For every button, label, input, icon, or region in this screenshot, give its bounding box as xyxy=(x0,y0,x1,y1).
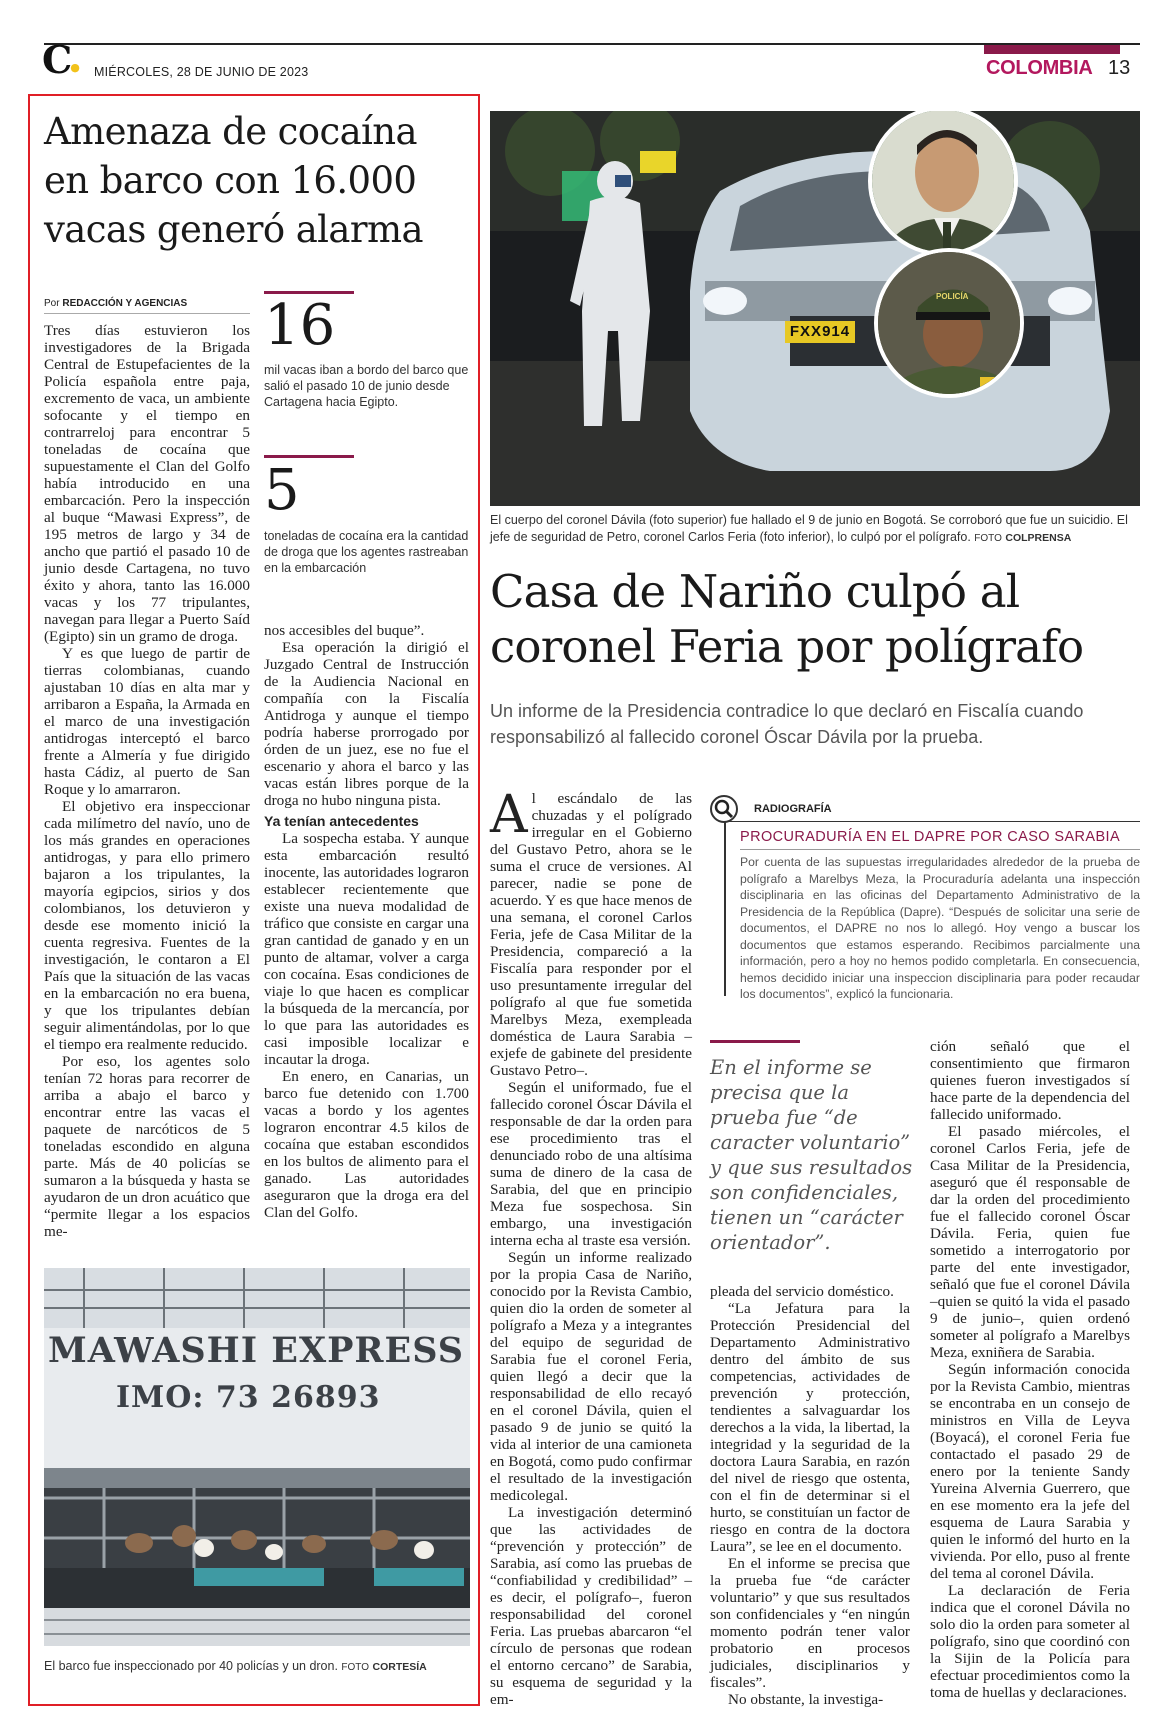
crime-photo-caption xyxy=(490,512,1140,547)
ship-illustration xyxy=(44,1268,470,1646)
box-text: Por cuenta de las supuestas irregularidades alrededor de la prueba de polígrafo a Marelbys Meza, la Procuraduría adelanta una inspección disciplinaria en las oficinas del Departamento Administrativo de la Presidencia de la República (Dapre). “Después de solicitar una serie de documentos, el DAPRE no nos lo allegó. Hoy vengo a buscar los documentos que estamos esperando. Recibimos parcialmente una información, pero a hoy no hemos podido completarla. En consecuencia, hemos decidido iniciar una inspeccion disciplinaria para poder recaudar los documentos”, explicó la funcionaria. xyxy=(740,855,1140,1001)
section-name: COLOMBIA xyxy=(986,57,1093,79)
portrait-feria xyxy=(874,248,1024,398)
box-top-rule xyxy=(724,821,1140,822)
paragraph: Tres días estuvieron los investigadores de la Brigada Central de Estupefacientes de la Policía española entre paja, excremento de vaca, un ambiente sofocante y el tiempo en contrarreloj para encontrar 5 toneladas de cocaína que supuestamente el Clan del Golfo había introducido en una embarcación. Pero la inspección al buque “Mawasi Express”, de 195 metros de largo y 34 de ancho que partió el pasado 10 de junio desde Cartagena, no tuvo éxito y ahora, tanto las 16.000 vacas y los 77 tripulantes, navegan para llegar a Puerto Saíd (Egipto) sin un gramo de droga. xyxy=(44,322,250,645)
ship-photo xyxy=(44,1268,470,1646)
logo-dot: ● xyxy=(70,61,80,74)
crime-scene-illustration xyxy=(490,111,1140,506)
drop-cap: A xyxy=(490,785,528,845)
crime-scene-photo xyxy=(490,111,1140,506)
paragraph: La investigación determinó que las actividades de “prevención y protección” de Sarabia, así como las pruebas de “confiabilidad y credibilidad” –es decir, el polígrafo–, fueron responsabilidad del coronel Feria. Las pruebas abarcaron “el círculo de personas que rodean el entorno cercano” de Sarabia, su esquema de seguridad y la em- xyxy=(490,1504,692,1708)
radiografia-box xyxy=(710,795,1140,1003)
box-frame xyxy=(724,821,726,996)
ship-imo: IMO: 73 26893 xyxy=(116,1380,381,1415)
stat-text: toneladas de cocaína era la cantidad de droga que los agentes rastreaban en la embarcación xyxy=(264,529,469,575)
paragraph: Esa operación la dirigió el Juzgado Central de Instrucción de la Audiencia Nacional en compañía con la Fiscalía Antidroga y aunque el tiempo podría haberse prorrogado por órden de un juez, ese no fue el escenario y ahora el barco y las vacas están libres porque de la droga no hubo ninguna pista. xyxy=(264,639,469,809)
feria-title: Casa de Nariño culpó al coronel Feria por polígrafo xyxy=(490,565,1084,673)
portrait-davila xyxy=(868,111,1018,256)
feria-lead: Un informe de la Presidencia contradice lo que declaró en Fiscalía cuando responsabilizó al fallecido coronel Óscar Dávila por la prueba. xyxy=(490,701,1084,747)
caption-credit: COLPRENSA xyxy=(1005,532,1072,544)
paragraph: Por eso, los agentes solo tenían 72 horas para recorrer de arriba a abajo el barco y encontrar entre las vacas el paquete de narcóticos de 5 toneladas escondido en alguna parte. Más de 40 policías se sumaron a la búsqueda y hasta se ayudaron de un dron acuático que “permite llegar a los espacios me- xyxy=(44,1053,250,1240)
feria-col2 xyxy=(710,1283,910,1708)
byline-prefix: Por xyxy=(44,298,60,309)
paragraph: ción señaló que el consentimiento que firmaron quienes fueron investigados sí hace parte de la dependencia del fallecido uniformado. xyxy=(930,1038,1130,1123)
ship-name: MAWASHI EXPRESS xyxy=(48,1330,464,1371)
byline-author: REDACCIÓN Y AGENCIAS xyxy=(62,298,188,309)
paragraph: Según información conocida por la Revista Cambio, mientras se encontraba en un consejo de ministros en Villa de Leyva (Boyacá), el coronel Feria fue contactado el pasado 29 de enero por la teniente Sandy Yureina Alvernia Guerrero, que en ese momento era la jefe del esquema de Laura Sarabia y quien le informó del hurto en la vivienda. Por ello, puso al frente del tema al coronel Dávila. xyxy=(930,1361,1130,1582)
stat-text: mil vacas iban a bordo del barco que salió el pasado 10 de junio desde Cartagena hacia Egipto. xyxy=(264,363,469,409)
stat-16 xyxy=(264,291,469,410)
paragraph: nos accesibles del buque”. xyxy=(264,622,425,639)
cocaine-col2 xyxy=(264,622,469,1221)
magnifier-icon xyxy=(710,795,738,823)
caption-text: El cuerpo del coronel Dávila (foto superior) fue hallado el 9 de junio en Bogotá. Se corroboró que fue un suicidio. El jefe de seguridad de Petro, coronel Carlos Feria (foto inferior), lo culpó por el polígrafo. xyxy=(490,513,1128,544)
paragraph: La sospecha estaba. Y aunque esta embarcación resultó inocente, las autoridades lograron establecer recientemente que existe una nueva modalidad de tráfico que consiste en cargar una gran cantidad de ganado y en un punto de altamar, volver a carga con cocaína. Esas condiciones de viaje lo que hacen es complicar la búsqueda de la mercancía, por lo que para las autoridades es casi imposible localizar e incautar la droga. xyxy=(264,830,469,1068)
subheading: Ya tenían antecedentes xyxy=(264,813,419,829)
paragraph: La declaración de Feria indica que el coronel Dávila no solo dio la orden para someter al polígrafo, sino que coordinó con la Sijin de la Policía para efectuar procedimientos como la toma de huellas y declaraciones. xyxy=(930,1582,1130,1701)
feria-col3 xyxy=(930,1038,1130,1701)
paragraph: Y es que luego de partir de tierras colombianas, cuando ajustaban 10 días en alta mar y arribaron a España, la Armada en el marco de una investigación antidrogas interceptó el barco frente a Almería y fue dirigido hasta Cádiz, al puerto de San Roque y lo amarraron. xyxy=(44,645,250,798)
paragraph: No obstante, la investiga- xyxy=(728,1691,884,1708)
pull-quote xyxy=(710,1040,918,1255)
section-tag-bar xyxy=(984,45,1120,54)
cap-label: POLICÍA xyxy=(936,292,969,301)
box-title-rule xyxy=(740,849,1140,850)
header-date: MIÉRCOLES, 28 DE JUNIO DE 2023 xyxy=(94,65,309,79)
byline-rule xyxy=(44,313,250,314)
section-tag xyxy=(980,45,1140,81)
caption-credit: CORTESÍA xyxy=(372,1661,427,1673)
paragraph: En enero, en Canarias, un barco fue detenido con 1.700 vacas a bordo y los agentes lograron encontrar 4.5 kilos de cocaína que estaban escondidos en los bultos de alimento para el ganado. Las autoridades aseguraron que la droga era del Clan del Golfo. xyxy=(264,1068,469,1221)
header-rule xyxy=(44,43,1140,45)
magnifier-glyph xyxy=(712,797,736,821)
logo xyxy=(42,37,82,82)
feria-col1 xyxy=(490,785,692,1708)
paragraph xyxy=(490,785,692,1079)
paragraph-text: l escándalo de las chuzadas y el polígrado irregular en el Gobierno del Gustavo Petro, ahora se le suma el cruce de versiones. Al parecer, nadie se pone de acuerdo. Y es que hace menos de una semana, el coronel Carlos Feria, jefe de Casa Militar de la Presidencia, compareció a la Fiscalía para responder por el uso presuntamente irregular del polígrafo al que fue sometida Marelbys Meza, exempleada doméstica de Laura Sarabia –exjefe de gabinete del presidente Gustavo Petro–. xyxy=(490,790,692,1079)
paragraph: Según un informe realizado por la propia Casa de Nariño, conocido por la Revista Cambio, quien dio la orden de someter al polígrafo a Meza y a integrantes del equipo de seguridad de Sarabia fue el coronel Feria, quien llegó a decir que la responsabilidad de ello recayó en el coronel Dávila, quien el pasado 9 de junio se quitó la vida al interior de una camioneta en Bogotá, como pudo confirmar el resultado de la investigación medicolegal. xyxy=(490,1249,692,1504)
ship-photo-caption xyxy=(44,1658,474,1676)
stat-number: 5 xyxy=(264,458,300,523)
caption-foto: FOTO xyxy=(974,533,1002,544)
paragraph: En el informe se precisa que la prueba fue “de carácter voluntario” y que sus resultados son confidenciales y “en ningún momento podrán tener valor probatorio en procesos judiciales, disciplinarios y fiscales”. xyxy=(710,1555,910,1691)
paragraph: El objetivo era inspeccionar cada milímetro del navío, uno de los más grandes en operaciones antidrogas, y para ello primero bajaron a los tripulantes, la mayoría egipcios, sirios y dos colombianos, los detuvieron y desde ese momento inició la cuenta regresiva. Fuentes de la investigación, le contaron a El País que la situación de las vacas en la embarcación no era buena, y que los tripulantes debían seguir alimentándolas, por lo que el tiempo era realmente reducido. xyxy=(44,798,250,1053)
caption-foto: FOTO xyxy=(341,1662,370,1673)
box-title: PROCURADURÍA EN EL DAPRE POR CASO SARABIA xyxy=(740,829,1121,845)
box-label: RADIOGRAFÍA xyxy=(754,803,832,815)
license-plate: FXX914 xyxy=(789,323,851,340)
paragraph: “La Jefatura para la Protección Presidencial del Departamento Administrativo dentro del ámbito de sus competencias, actividades de prevención y protección, tendientes a salvaguardar los derechos a la vida, la libertad, la integridad y la seguridad de la doctora Laura Sarabia, en razón del nivel de riesgo que ostenta, con el fin de determinar si el hurto, se constituían un factor de riesgo en contra de la doctora Laura”, se lee en el documento. xyxy=(710,1300,910,1555)
cocaine-title: Amenaza de cocaína en barco con 16.000 vacas generó alarma xyxy=(44,110,423,251)
paragraph: El pasado miércoles, el coronel Carlos Feria, jefe de Casa Militar de la Presidencia, aseguró que él responsable de dar la orden del procedimiento fue el fallecido coronel Óscar Dávila. Feria, quien fue sometido a interrogatorio por parte del ente investigador, señaló que fue el coronel Dávila –quien se quitó la vida el pasado 9 de junio–, quien ordenó someter al polígrafo a Marelbys Meza, exniñera de Sarabia. xyxy=(930,1123,1130,1361)
logo-letter: C xyxy=(42,37,73,82)
paragraph: pleada del servicio doméstico. xyxy=(710,1283,894,1300)
paragraph: Según el uniformado, fue el fallecido coronel Óscar Dávila el responsable de dar la orden para ese procedimiento tras el denunciado robo de una altísima suma de dinero de la casa de Sarabia, del que en principio Meza fue sospechosa. Sin embargo, una investigación interna echa al traste esa versión. xyxy=(490,1079,692,1249)
caption-text: El barco fue inspeccionado por 40 policías y un dron. xyxy=(44,1659,338,1673)
quote-rule xyxy=(710,1040,800,1043)
cocaine-col1 xyxy=(44,322,250,1240)
stat-5 xyxy=(264,455,469,576)
stat-number: 16 xyxy=(264,293,336,358)
byline xyxy=(44,298,187,309)
page-number: 13 xyxy=(1108,57,1131,79)
quote-text: En el informe se precisa que la prueba fue “de caracter voluntario” y que sus resultados son confidenciales, tienen un “carácter orientador”. xyxy=(710,1056,913,1254)
